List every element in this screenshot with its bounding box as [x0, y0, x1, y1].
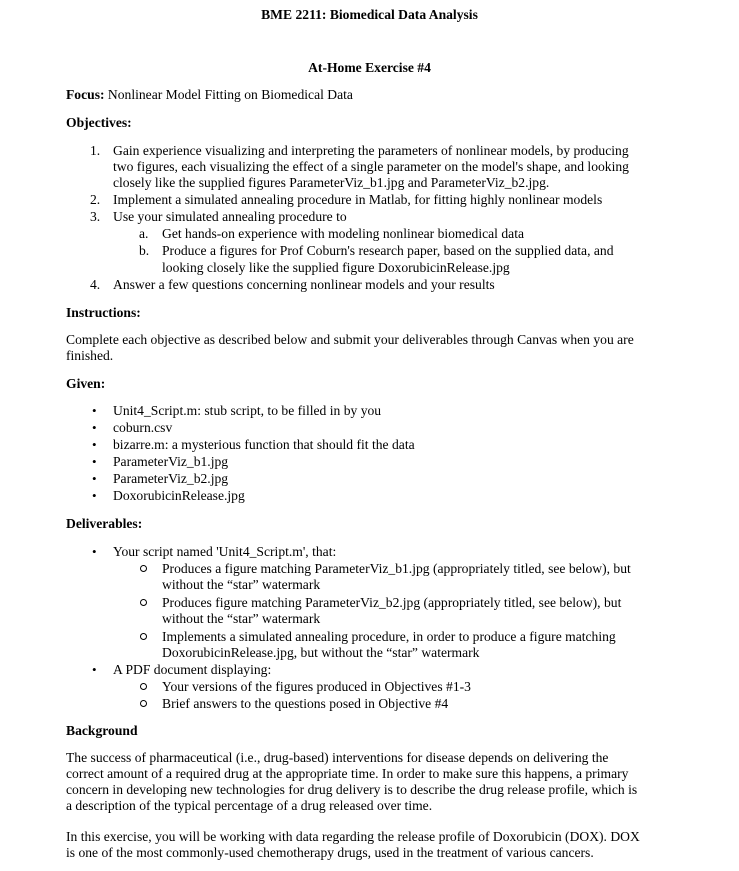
circle-bullet-icon: [140, 565, 147, 572]
circle-bullet-icon: [140, 599, 147, 606]
paragraph-line: In this exercise, you will be working with data regarding the release profile of Doxorubicin (DOX). DOX: [66, 829, 640, 844]
paragraph-line: concern in developing new technologies for drug delivery is to describe the drug release profile, which is: [66, 782, 638, 797]
bullet-icon: •: [92, 403, 97, 418]
bullet-icon: •: [92, 662, 97, 677]
deliverable-subitem-line: Produces figure matching ParameterViz_b2.jpg (appropriately titled, see below), but: [162, 595, 622, 610]
circle-bullet-icon: [140, 683, 147, 690]
given-heading: Given:: [66, 376, 106, 391]
deliverable-subitem-line: without the “star” watermark: [162, 611, 321, 626]
exercise-title: At-Home Exercise #4: [308, 60, 431, 75]
paragraph-line: is one of the most commonly-used chemotherapy drugs, used in the treatment of various cancers.: [66, 845, 594, 860]
subitem-text-line: Produce a figures for Prof Coburn's research paper, based on the supplied data, and: [162, 243, 614, 258]
objective-number: 1.: [90, 143, 101, 158]
deliverable-subitem-line: Implements a simulated annealing procedure, in order to produce a figure matching: [162, 629, 616, 644]
given-item: ParameterViz_b2.jpg: [113, 471, 229, 486]
deliverable-subitem-line: Your versions of the figures produced in Objectives #1-3: [162, 679, 471, 694]
objective-number: 3.: [90, 209, 101, 224]
objective-number: 2.: [90, 192, 101, 207]
given-item: DoxorubicinRelease.jpg: [113, 488, 245, 503]
focus-line: [66, 86, 353, 103]
deliverable-item: A PDF document displaying:: [113, 662, 272, 677]
subitem-letter: a.: [139, 226, 149, 241]
focus-text: Nonlinear Model Fitting on Biomedical Data: [107, 87, 353, 102]
deliverable-subitem-line: without the “star” watermark: [162, 577, 321, 592]
objective-text-line: Implement a simulated annealing procedure in Matlab, for fitting highly nonlinear models: [113, 192, 603, 207]
deliverable-subitem-line: Produces a figure matching ParameterViz_b1.jpg (appropriately titled, see below), but: [162, 561, 631, 576]
bullet-icon: •: [92, 471, 97, 486]
course-title: BME 2211: Biomedical Data Analysis: [261, 7, 478, 22]
given-item: bizarre.m: a mysterious function that should fit the data: [113, 437, 415, 452]
instructions-heading: Instructions:: [66, 305, 141, 320]
paragraph-line: a description of the typical percentage of a drug released over time.: [66, 798, 433, 813]
deliverable-subitem-line: Brief answers to the questions posed in Objective #4: [162, 696, 449, 711]
deliverables-heading: Deliverables:: [66, 516, 143, 531]
instructions-text-line: finished.: [66, 348, 114, 363]
bullet-icon: •: [92, 454, 97, 469]
paragraph-line: The success of pharmaceutical (i.e., drug-based) interventions for disease depends on delivering the: [66, 750, 609, 765]
paragraph-line: correct amount of a required drug at the appropriate time. In order to make sure this happens, a primary: [66, 766, 629, 781]
objective-text-line: closely like the supplied figures ParameterViz_b1.jpg and ParameterViz_b2.jpg.: [113, 175, 550, 190]
given-item: coburn.csv: [113, 420, 173, 435]
objective-text-line: Answer a few questions concerning nonlinear models and your results: [113, 277, 495, 292]
objective-text-line: Use your simulated annealing procedure to: [113, 209, 347, 224]
bullet-icon: •: [92, 488, 97, 503]
deliverable-item: Your script named 'Unit4_Script.m', that:: [113, 544, 337, 559]
subitem-text-line: Get hands-on experience with modeling nonlinear biomedical data: [162, 226, 524, 241]
instructions-text-line: Complete each objective as described below and submit your deliverables through Canvas when you are: [66, 332, 634, 347]
circle-bullet-icon: [140, 633, 147, 640]
subitem-text-line: looking closely like the supplied figure DoxorubicinRelease.jpg: [162, 260, 510, 275]
objective-text-line: two figures, each visualizing the effect of a single parameter on the model's shape, and looking: [113, 159, 629, 174]
circle-bullet-icon: [140, 700, 147, 707]
given-item: Unit4_Script.m: stub script, to be filled in by you: [113, 403, 382, 418]
objective-text-line: Gain experience visualizing and interpreting the parameters of nonlinear models, by producing: [113, 143, 629, 158]
bullet-icon: •: [92, 437, 97, 452]
subitem-letter: b.: [139, 243, 150, 258]
bullet-icon: •: [92, 420, 97, 435]
objective-number: 4.: [90, 277, 101, 292]
objectives-heading: Objectives:: [66, 115, 132, 130]
bullet-icon: •: [92, 544, 97, 559]
given-item: ParameterViz_b1.jpg: [113, 454, 229, 469]
focus-label: Focus:: [66, 87, 105, 102]
background-heading: Background: [66, 723, 138, 738]
deliverable-subitem-line: DoxorubicinRelease.jpg, but without the “star” watermark: [162, 645, 480, 660]
